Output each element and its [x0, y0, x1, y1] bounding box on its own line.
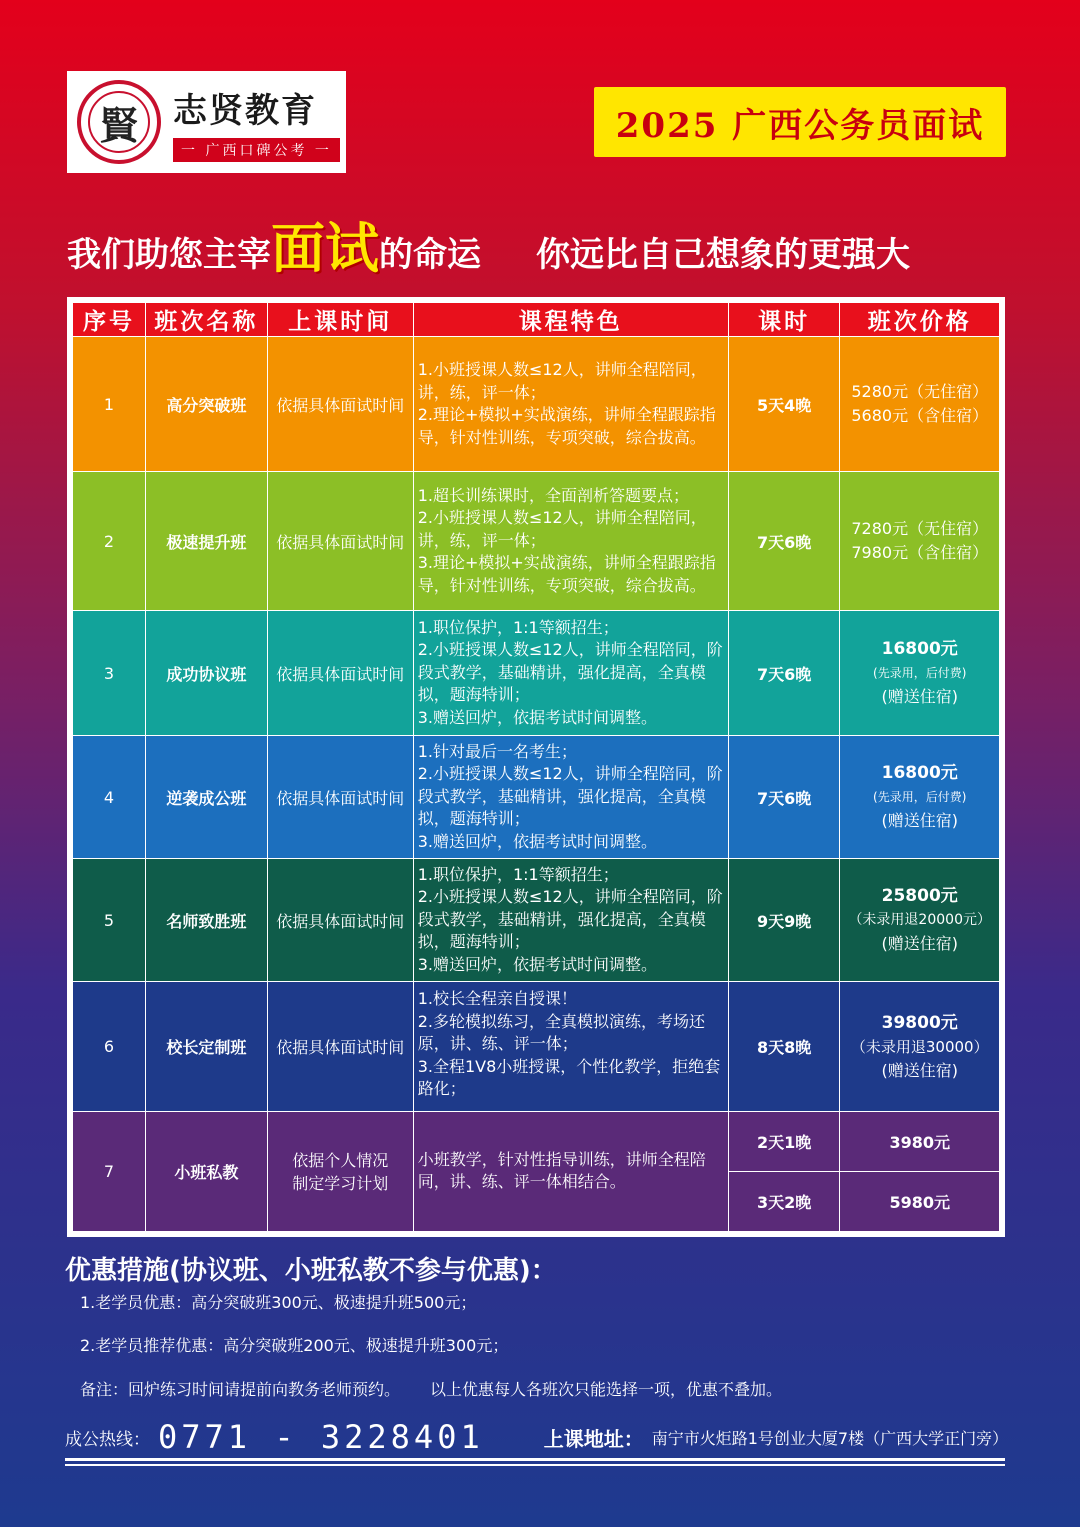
logo-tagline: 一 广西口碑公考 一 — [173, 138, 340, 162]
row-features — [413, 337, 728, 472]
table-header-row — [70, 300, 1002, 337]
row-features — [413, 1112, 728, 1234]
feature-line: 1.校长全程亲自授课！ — [417, 989, 577, 1008]
footer-rule — [65, 1458, 1005, 1461]
feature-line: 3.理论+模拟+实战演练，讲师全程跟踪指导，针对性训练，专项突破，综合拔高。 — [417, 553, 716, 595]
feature-line: 2.小班授课人数≤12人，讲师全程陪同，讲，练，评一体； — [417, 508, 707, 550]
row-no: 1 — [70, 337, 145, 472]
row-hours: 7天6晚 — [728, 472, 840, 611]
row-hours: 7天6晚 — [728, 611, 840, 736]
slogan-part2: 的命运 — [379, 235, 481, 275]
feature-line: 1.超长训练课时，全面剖析答题要点； — [417, 485, 689, 505]
row-name: 极速提升班 — [145, 472, 267, 611]
price-line: 25800元 — [881, 886, 958, 906]
row-price — [840, 736, 1002, 859]
row-hours-b: 3天2晚 — [728, 1172, 840, 1234]
header-name: 班次名称 — [145, 300, 267, 337]
price-line: 5680元（含住宿） — [851, 406, 989, 425]
promo-note — [80, 1377, 782, 1400]
table-row — [70, 859, 1002, 982]
row-name: 逆袭成公班 — [145, 736, 267, 859]
row-no: 5 — [70, 859, 145, 982]
feature-line: 3.赠送回炉，依据考试时间调整。 — [417, 954, 657, 974]
feature-line: 2.小班授课人数≤12人，讲师全程陪同，阶段式教学，基础精讲，强化提高，全真模拟，题海特训； — [417, 887, 723, 952]
row-no: 7 — [70, 1112, 145, 1234]
slogan-highlight: 面试 — [271, 217, 379, 280]
row-price — [840, 982, 1002, 1112]
row-hours: 7天6晚 — [728, 736, 840, 859]
slogan — [67, 214, 1007, 280]
feature-line: 2.理论+模拟+实战演练，讲师全程跟踪指导，针对性训练，专项突破，综合拔高。 — [417, 405, 716, 447]
row-price — [840, 859, 1002, 982]
header-no: 序号 — [70, 300, 145, 337]
feature-line: 3.全程1V8小班授课，个性化教学，拒绝套路化； — [417, 1056, 721, 1098]
row-time: 依据具体面试时间 — [267, 611, 413, 736]
row-features — [413, 982, 728, 1112]
promo-title: 优惠措施 — [65, 1256, 170, 1286]
row-no: 3 — [70, 611, 145, 736]
row-hours: 8天8晚 — [728, 982, 840, 1112]
row-price — [840, 472, 1002, 611]
hotline-number: 0771 - 3228401 — [158, 1418, 484, 1456]
price-line: 7280元（无住宿） — [851, 519, 989, 538]
table-row — [70, 982, 1002, 1112]
logo-name: 志贤教育 — [173, 90, 317, 131]
row-features — [413, 736, 728, 859]
row-time: 依据具体面试时间 — [267, 472, 413, 611]
row-name: 成功协议班 — [145, 611, 267, 736]
price-gift: (赠送住宿) — [881, 811, 958, 830]
logo — [67, 71, 346, 173]
price-gift: (赠送住宿) — [881, 1060, 958, 1080]
promo-note-2: 以上优惠每人各班次只能选择一项，优惠不叠加。 — [430, 1380, 783, 1399]
logo-seal — [77, 80, 161, 164]
event-banner: 2025 广西公务员面试 — [594, 87, 1006, 157]
row-price-b: 5980元 — [840, 1172, 1002, 1234]
promo-title-sub: (协议班、小班私教不参与优惠)： — [169, 1256, 557, 1286]
price-line: 16800元 — [881, 763, 958, 783]
feature-line: 2.多轮模拟练习，全真模拟演练，考场还原，讲、练、评一体； — [417, 1011, 705, 1053]
price-note: （未录用退20000元） — [848, 912, 991, 928]
promo-section — [65, 1250, 557, 1287]
table-row — [70, 472, 1002, 611]
feature-line: 2.小班授课人数≤12人，讲师全程陪同，阶段式教学，基础精讲，强化提高，全真模拟，题海特训； — [417, 640, 723, 705]
slogan-part3: 你远比自己想象的更强大 — [536, 235, 910, 275]
row-price-a: 3980元 — [840, 1112, 1002, 1172]
price-line: 39800元 — [881, 1012, 958, 1033]
row-name: 高分突破班 — [145, 337, 267, 472]
row-hours: 5天4晚 — [728, 337, 840, 472]
row-price — [840, 337, 1002, 472]
header-price: 班次价格 — [840, 300, 1002, 337]
promo-line-1: 1.老学员优惠：高分突破班300元、极速提升班500元； — [80, 1293, 477, 1312]
row-time: 依据具体面试时间 — [267, 982, 413, 1112]
feature-line: 1.针对最后一名考生； — [417, 741, 577, 761]
address-label: 上课地址： — [543, 1426, 644, 1451]
feature-line: 2.小班授课人数≤12人，讲师全程陪同，阶段式教学，基础精讲，强化提高，全真模拟，题海特训； — [417, 764, 723, 829]
row-name: 校长定制班 — [145, 982, 267, 1112]
row-no: 6 — [70, 982, 145, 1112]
row-no: 2 — [70, 472, 145, 611]
feature-line: 小班教学，针对性指导训练，讲师全程陪同，讲、练、评一体相结合。 — [417, 1149, 706, 1192]
promo-line-2: 2.老学员推荐优惠：高分突破班200元、极速提升班300元； — [80, 1336, 509, 1355]
slogan-part1: 我们助您主宰 — [67, 235, 271, 275]
price-note: (先录用，后付费) — [873, 666, 967, 680]
price-note: (先录用，后付费) — [873, 790, 967, 804]
hotline-label: 成公热线： — [65, 1429, 150, 1450]
feature-line: 1.职位保护，1:1等额招生； — [417, 617, 619, 637]
feature-line: 1.小班授课人数≤12人，讲师全程陪同，讲，练，评一体； — [417, 360, 707, 402]
price-gift: (赠送住宿) — [881, 687, 958, 706]
row-time: 依据具体面试时间 — [267, 859, 413, 982]
row-features — [413, 611, 728, 736]
row-no: 4 — [70, 736, 145, 859]
course-table — [67, 297, 1005, 1237]
address: 南宁市火炬路1号创业大厦7楼（广西大学正门旁） — [651, 1428, 1009, 1448]
footer-rule — [65, 1464, 1005, 1466]
price-note: （未录用退30000） — [850, 1037, 989, 1056]
row-price — [840, 611, 1002, 736]
logo-seal-char: 賢 — [88, 91, 150, 153]
row-time: 依据个人情况制定学习计划 — [267, 1112, 413, 1234]
row-hours-a: 2天1晚 — [728, 1112, 840, 1172]
row-features — [413, 859, 728, 982]
footer — [65, 1417, 1010, 1457]
header-time: 上课时间 — [267, 300, 413, 337]
feature-line: 3.赠送回炉，依据考试时间调整。 — [417, 831, 657, 851]
row-time: 依据具体面试时间 — [267, 337, 413, 472]
table-row — [70, 337, 1002, 472]
header-hours: 课时 — [728, 300, 840, 337]
price-line: 5280元（无住宿） — [851, 382, 989, 401]
table-row — [70, 611, 1002, 736]
row-name: 名师致胜班 — [145, 859, 267, 982]
price-line: 16800元 — [881, 639, 958, 659]
feature-line: 3.赠送回炉，依据考试时间调整。 — [417, 707, 657, 727]
header-features: 课程特色 — [413, 300, 728, 337]
row-name: 小班私教 — [145, 1112, 267, 1234]
feature-line: 1.职位保护，1:1等额招生； — [417, 864, 619, 884]
price-line: 7980元（含住宿） — [851, 543, 989, 562]
promo-note-1: 备注：回炉练习时间请提前向教务老师预约。 — [80, 1380, 401, 1399]
row-time: 依据具体面试时间 — [267, 736, 413, 859]
row-hours: 9天9晚 — [728, 859, 840, 982]
table-row — [70, 736, 1002, 859]
table-row — [70, 1112, 1002, 1172]
price-gift: (赠送住宿) — [881, 934, 958, 953]
row-features — [413, 472, 728, 611]
